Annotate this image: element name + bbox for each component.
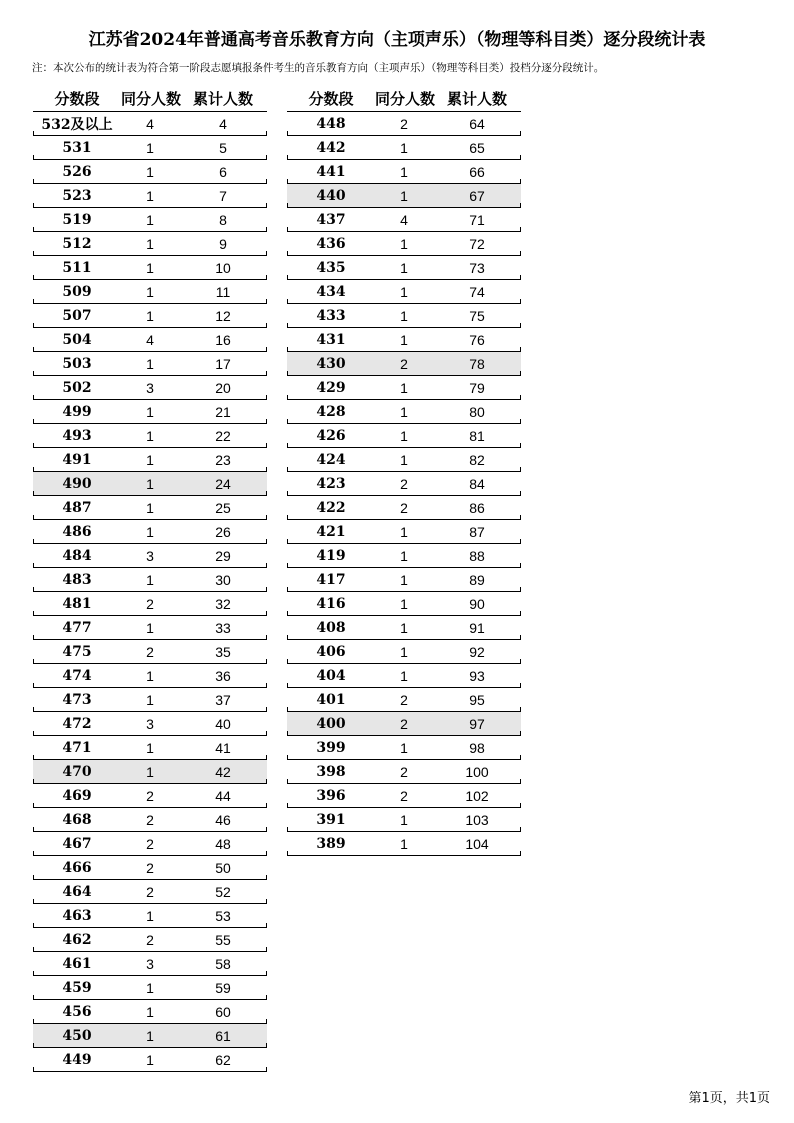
cumulative-cell: 6 [219, 163, 227, 180]
cumulative-cell: 73 [469, 259, 485, 276]
cumulative-cell: 25 [215, 499, 231, 516]
count-cell: 1 [146, 403, 154, 420]
cumulative-cell: 91 [469, 619, 485, 636]
count-cell: 1 [400, 451, 408, 468]
table-row [33, 832, 267, 856]
count-cell: 1 [400, 595, 408, 612]
table-row [287, 448, 521, 472]
count-cell: 2 [146, 787, 154, 804]
count-cell: 1 [146, 211, 154, 228]
table-row [33, 376, 267, 400]
cumulative-cell: 104 [465, 835, 489, 852]
score-cell: 406 [316, 643, 346, 660]
table-row [287, 112, 521, 136]
score-cell: 493 [62, 427, 92, 444]
score-cell: 404 [316, 667, 346, 684]
cumulative-cell: 75 [469, 307, 485, 324]
count-cell: 1 [400, 139, 408, 156]
score-cell: 461 [62, 955, 92, 972]
cumulative-cell: 97 [469, 715, 485, 732]
table-row [33, 352, 267, 376]
score-cell: 389 [316, 835, 346, 852]
table-row [287, 520, 521, 544]
cumulative-cell: 100 [465, 763, 489, 780]
score-cell: 491 [62, 451, 92, 468]
score-cell: 499 [62, 403, 92, 420]
score-cell: 419 [316, 547, 346, 564]
count-cell: 1 [146, 283, 154, 300]
count-cell: 1 [146, 163, 154, 180]
table-row [33, 616, 267, 640]
table-row [33, 688, 267, 712]
score-cell: 400 [316, 715, 346, 732]
cumulative-cell: 66 [469, 163, 485, 180]
count-cell: 1 [400, 811, 408, 828]
score-cell: 475 [62, 643, 92, 660]
count-cell: 2 [400, 763, 408, 780]
table-row [287, 256, 521, 280]
table-row [33, 424, 267, 448]
count-cell: 1 [146, 499, 154, 516]
score-cell: 401 [316, 691, 346, 708]
cumulative-cell: 42 [215, 763, 231, 780]
count-cell: 1 [146, 355, 154, 372]
cumulative-cell: 71 [469, 211, 485, 228]
header-score: 分数段 [54, 89, 100, 108]
cumulative-cell: 81 [469, 427, 485, 444]
cumulative-cell: 72 [469, 235, 485, 252]
count-cell: 3 [146, 955, 154, 972]
cumulative-cell: 89 [469, 571, 485, 588]
cumulative-cell: 79 [469, 379, 485, 396]
count-cell: 2 [400, 355, 408, 372]
score-cell: 426 [316, 427, 346, 444]
count-cell: 2 [146, 835, 154, 852]
score-cell: 526 [62, 163, 92, 180]
cumulative-cell: 59 [215, 979, 231, 996]
count-cell: 1 [400, 427, 408, 444]
table-row [287, 832, 521, 856]
table-header [33, 85, 267, 112]
header-count: 同分人数 [375, 89, 436, 108]
count-cell: 1 [146, 571, 154, 588]
page-number: 第1页，共1页 [688, 1091, 770, 1106]
score-cell: 423 [316, 475, 346, 492]
score-cell: 441 [316, 163, 346, 180]
cumulative-cell: 82 [469, 451, 485, 468]
header-count: 同分人数 [121, 89, 182, 108]
score-cell: 484 [62, 547, 92, 564]
cumulative-cell: 80 [469, 403, 485, 420]
score-cell: 408 [316, 619, 346, 636]
score-cell: 428 [316, 403, 346, 420]
header-score: 分数段 [308, 89, 354, 108]
table-row [33, 256, 267, 280]
score-cell: 466 [62, 859, 92, 876]
table-row [33, 1000, 267, 1024]
table-row [33, 640, 267, 664]
table-row [287, 544, 521, 568]
count-cell: 4 [146, 331, 154, 348]
score-cell: 502 [62, 379, 92, 396]
cumulative-cell: 62 [215, 1051, 231, 1068]
count-cell: 2 [146, 859, 154, 876]
table-row [33, 784, 267, 808]
table-row [287, 280, 521, 304]
score-cell: 459 [62, 979, 92, 996]
cumulative-cell: 74 [469, 283, 485, 300]
count-cell: 2 [146, 643, 154, 660]
cumulative-cell: 21 [215, 403, 231, 420]
cumulative-cell: 23 [215, 451, 231, 468]
table-row [33, 592, 267, 616]
table-row [33, 568, 267, 592]
count-cell: 1 [146, 475, 154, 492]
score-table-right [287, 85, 521, 856]
cumulative-cell: 9 [219, 235, 227, 252]
count-cell: 1 [146, 907, 154, 924]
count-cell: 1 [400, 835, 408, 852]
table-row [287, 352, 521, 376]
table-row [33, 328, 267, 352]
table-row [33, 736, 267, 760]
count-cell: 1 [146, 979, 154, 996]
score-cell: 421 [316, 523, 346, 540]
score-cell: 504 [62, 331, 92, 348]
table-row [33, 544, 267, 568]
score-cell: 456 [62, 1003, 92, 1020]
cumulative-cell: 20 [215, 379, 231, 396]
count-cell: 1 [146, 427, 154, 444]
cumulative-cell: 64 [469, 115, 485, 132]
table-header [287, 85, 521, 112]
score-cell: 509 [62, 283, 92, 300]
cumulative-cell: 7 [219, 187, 227, 204]
cumulative-cell: 32 [215, 595, 231, 612]
score-cell: 463 [62, 907, 92, 924]
score-cell: 416 [316, 595, 346, 612]
score-cell: 507 [62, 307, 92, 324]
count-cell: 1 [400, 571, 408, 588]
count-cell: 2 [146, 595, 154, 612]
count-cell: 1 [400, 643, 408, 660]
table-row [33, 136, 267, 160]
cumulative-cell: 36 [215, 667, 231, 684]
table-row [287, 472, 521, 496]
score-cell: 437 [316, 211, 346, 228]
score-cell: 391 [316, 811, 346, 828]
table-row [287, 808, 521, 832]
cumulative-cell: 58 [215, 955, 231, 972]
score-cell: 531 [62, 139, 92, 156]
cumulative-cell: 44 [215, 787, 231, 804]
table-row [287, 664, 521, 688]
count-cell: 1 [400, 547, 408, 564]
table-row [33, 856, 267, 880]
count-cell: 1 [146, 1051, 154, 1068]
table-row [33, 904, 267, 928]
table-row [287, 400, 521, 424]
cumulative-cell: 98 [469, 739, 485, 756]
score-cell: 477 [62, 619, 92, 636]
cumulative-cell: 35 [215, 643, 231, 660]
table-row [33, 808, 267, 832]
table-row [287, 232, 521, 256]
score-cell: 472 [62, 715, 92, 732]
table-row [33, 928, 267, 952]
cumulative-cell: 86 [469, 499, 485, 516]
count-cell: 2 [400, 787, 408, 804]
score-cell: 398 [316, 763, 346, 780]
score-cell: 473 [62, 691, 92, 708]
count-cell: 4 [400, 211, 408, 228]
table-body-left [33, 112, 267, 1072]
count-cell: 1 [146, 187, 154, 204]
cumulative-cell: 102 [465, 787, 489, 804]
score-cell: 440 [316, 187, 346, 204]
score-cell: 449 [62, 1051, 92, 1068]
table-row [33, 304, 267, 328]
table-row [33, 448, 267, 472]
cumulative-cell: 53 [215, 907, 231, 924]
score-cell: 448 [316, 115, 346, 132]
score-cell: 450 [62, 1027, 92, 1044]
cumulative-cell: 78 [469, 355, 485, 372]
cumulative-cell: 16 [215, 331, 231, 348]
table-row [287, 424, 521, 448]
table-row [287, 208, 521, 232]
score-cell: 532及以上 [41, 116, 113, 133]
score-cell: 399 [316, 739, 346, 756]
table-row [33, 1048, 267, 1072]
score-cell: 483 [62, 571, 92, 588]
cumulative-cell: 37 [215, 691, 231, 708]
table-row [287, 376, 521, 400]
cumulative-cell: 41 [215, 739, 231, 756]
score-cell: 462 [62, 931, 92, 948]
table-row [287, 496, 521, 520]
cumulative-cell: 88 [469, 547, 485, 564]
table-row [287, 616, 521, 640]
count-cell: 1 [146, 739, 154, 756]
table-row [287, 136, 521, 160]
table-row [33, 160, 267, 184]
cumulative-cell: 22 [215, 427, 231, 444]
cumulative-cell: 10 [215, 259, 231, 276]
table-row [33, 496, 267, 520]
table-row [33, 472, 267, 496]
table-row [33, 880, 267, 904]
count-cell: 1 [146, 307, 154, 324]
count-cell: 1 [400, 283, 408, 300]
count-cell: 1 [146, 763, 154, 780]
cumulative-cell: 12 [215, 307, 231, 324]
count-cell: 1 [146, 259, 154, 276]
count-cell: 1 [400, 403, 408, 420]
cumulative-cell: 8 [219, 211, 227, 228]
count-cell: 2 [400, 691, 408, 708]
count-cell: 3 [146, 379, 154, 396]
count-cell: 1 [146, 691, 154, 708]
count-cell: 2 [400, 715, 408, 732]
count-cell: 2 [146, 883, 154, 900]
table-row [287, 760, 521, 784]
table-row [287, 160, 521, 184]
count-cell: 1 [400, 619, 408, 636]
score-cell: 487 [62, 499, 92, 516]
table-row [287, 184, 521, 208]
table-row [287, 592, 521, 616]
score-cell: 512 [62, 235, 92, 252]
cumulative-cell: 84 [469, 475, 485, 492]
count-cell: 1 [400, 667, 408, 684]
count-cell: 1 [146, 139, 154, 156]
score-cell: 503 [62, 355, 92, 372]
score-cell: 467 [62, 835, 92, 852]
cumulative-cell: 50 [215, 859, 231, 876]
table-row [287, 328, 521, 352]
score-cell: 468 [62, 811, 92, 828]
cumulative-cell: 93 [469, 667, 485, 684]
table-row [33, 400, 267, 424]
count-cell: 1 [400, 523, 408, 540]
score-cell: 433 [316, 307, 346, 324]
count-cell: 1 [400, 331, 408, 348]
score-cell: 442 [316, 139, 346, 156]
cumulative-cell: 17 [215, 355, 231, 372]
cumulative-cell: 61 [215, 1027, 231, 1044]
table-row [33, 520, 267, 544]
header-cumulative: 累计人数 [192, 89, 253, 108]
count-cell: 1 [146, 235, 154, 252]
score-cell: 422 [316, 499, 346, 516]
count-cell: 2 [400, 475, 408, 492]
score-cell: 511 [62, 259, 92, 276]
count-cell: 1 [400, 307, 408, 324]
table-row [33, 1024, 267, 1048]
count-cell: 3 [146, 715, 154, 732]
cumulative-cell: 55 [215, 931, 231, 948]
score-cell: 436 [316, 235, 346, 252]
cumulative-cell: 48 [215, 835, 231, 852]
table-row [287, 568, 521, 592]
table-row [287, 736, 521, 760]
page-title: 江苏省2024年普通高考音乐教育方向（主项声乐）（物理等科目类）逐分段统计表 [88, 30, 706, 50]
table-row [33, 112, 267, 136]
cumulative-cell: 90 [469, 595, 485, 612]
count-cell: 2 [146, 811, 154, 828]
table-row [287, 688, 521, 712]
score-cell: 490 [62, 475, 92, 492]
cumulative-cell: 67 [469, 187, 485, 204]
cumulative-cell: 92 [469, 643, 485, 660]
score-cell: 435 [316, 259, 346, 276]
cumulative-cell: 4 [219, 115, 227, 132]
cumulative-cell: 30 [215, 571, 231, 588]
cumulative-cell: 76 [469, 331, 485, 348]
score-cell: 417 [316, 571, 346, 588]
table-row [33, 760, 267, 784]
score-cell: 424 [316, 451, 346, 468]
table-row [33, 712, 267, 736]
table-note: 注：本次公布的统计表为符合第一阶段志愿填报条件考生的音乐教育方向（主项声乐）（物理等科目类）投档分逐分段统计。 [32, 62, 605, 74]
table-row [287, 304, 521, 328]
score-cell: 429 [316, 379, 346, 396]
count-cell: 1 [146, 451, 154, 468]
score-cell: 474 [62, 667, 92, 684]
score-cell: 469 [62, 787, 92, 804]
table-row [33, 952, 267, 976]
cumulative-cell: 87 [469, 523, 485, 540]
cumulative-cell: 46 [215, 811, 231, 828]
score-cell: 434 [316, 283, 346, 300]
score-cell: 464 [62, 883, 92, 900]
count-cell: 4 [146, 115, 154, 132]
count-cell: 3 [146, 547, 154, 564]
count-cell: 1 [146, 523, 154, 540]
table-row [33, 664, 267, 688]
cumulative-cell: 60 [215, 1003, 231, 1020]
count-cell: 1 [146, 1003, 154, 1020]
count-cell: 1 [146, 619, 154, 636]
table-row [33, 976, 267, 1000]
table-row [287, 784, 521, 808]
count-cell: 1 [400, 187, 408, 204]
cumulative-cell: 52 [215, 883, 231, 900]
table-row [287, 640, 521, 664]
cumulative-cell: 24 [215, 475, 231, 492]
table-row [33, 208, 267, 232]
cumulative-cell: 40 [215, 715, 231, 732]
count-cell: 1 [400, 163, 408, 180]
cumulative-cell: 11 [215, 283, 231, 300]
cumulative-cell: 95 [469, 691, 485, 708]
table-row [33, 232, 267, 256]
score-cell: 481 [62, 595, 92, 612]
count-cell: 1 [146, 1027, 154, 1044]
count-cell: 1 [146, 667, 154, 684]
score-cell: 523 [62, 187, 92, 204]
count-cell: 2 [400, 499, 408, 516]
table-row [33, 280, 267, 304]
table-row [33, 184, 267, 208]
count-cell: 1 [400, 379, 408, 396]
cumulative-cell: 65 [469, 139, 485, 156]
count-cell: 2 [400, 115, 408, 132]
score-cell: 430 [316, 355, 346, 372]
count-cell: 1 [400, 259, 408, 276]
table-body-right [287, 112, 521, 856]
score-cell: 486 [62, 523, 92, 540]
count-cell: 2 [146, 931, 154, 948]
cumulative-cell: 33 [215, 619, 231, 636]
cumulative-cell: 5 [219, 139, 227, 156]
header-cumulative: 累计人数 [446, 89, 507, 108]
score-table-left [33, 85, 267, 1072]
score-cell: 471 [62, 739, 92, 756]
cumulative-cell: 103 [465, 811, 489, 828]
cumulative-cell: 26 [215, 523, 231, 540]
score-cell: 519 [62, 211, 92, 228]
score-cell: 470 [62, 763, 92, 780]
table-row [287, 712, 521, 736]
cumulative-cell: 29 [215, 547, 231, 564]
count-cell: 1 [400, 739, 408, 756]
count-cell: 1 [400, 235, 408, 252]
score-cell: 431 [316, 331, 346, 348]
score-cell: 396 [316, 787, 346, 804]
